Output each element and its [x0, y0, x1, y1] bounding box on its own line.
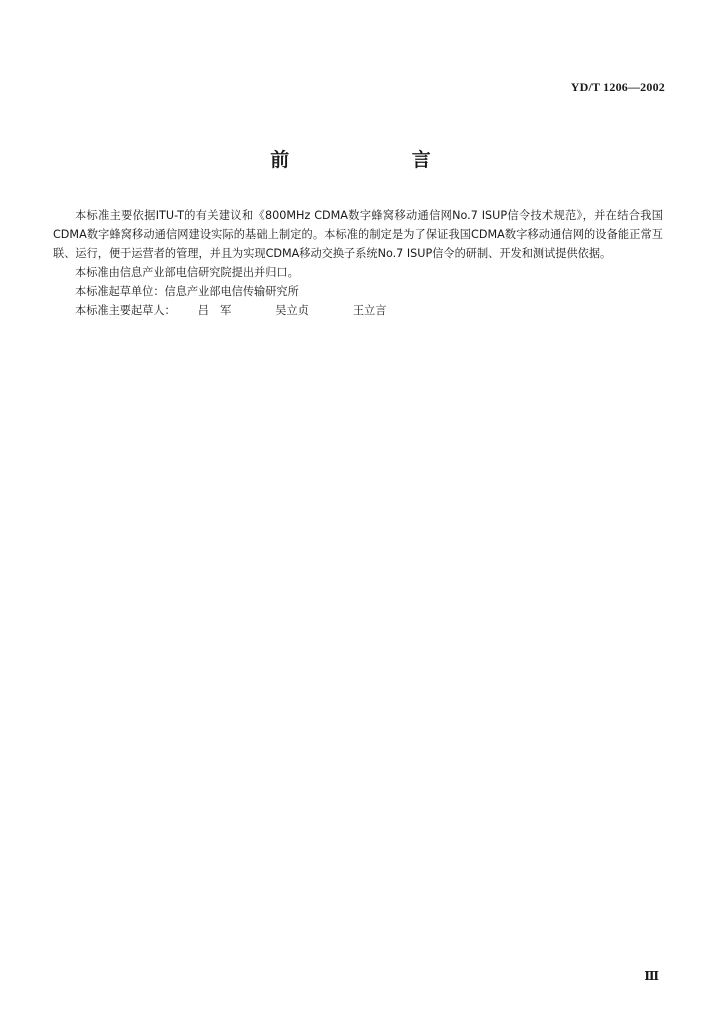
page-title: 前 言 — [270, 149, 489, 171]
page-number: Ⅲ — [644, 969, 659, 983]
foreword-body — [53, 206, 663, 320]
paragraph-drafting-unit: 本标准起草单位：信息产业部电信传输研究所 — [75, 285, 299, 298]
document-code: YD/T 1206—2002 — [570, 80, 665, 94]
drafter-name: 吴立贞 — [275, 304, 309, 317]
paragraph-proposer: 本标准由信息产业部电信研究院提出并归口。 — [75, 266, 299, 279]
drafter-name: 吕 军 — [197, 304, 232, 317]
drafter-name: 王立言 — [352, 304, 387, 317]
paragraph-basis: 本标准主要依据ITU-T的有关建议和《800MHz CDMA数字蜂窝移动通信网No.7 ISUP信令技术规范》，并在结合我国CDMA数字蜂窝移动通信网建设实际的基础上制定的。本标准的制定是为了保证我国CDMA数字移动通信网的设备能正常互联、运行，便于运营者的管理，并且为实现CDMA移动交换子系统No.7 ISUP信令的研制、开发和测试提供依据。 — [53, 209, 663, 260]
drafters-label: 本标准主要起草人： — [75, 304, 176, 317]
paragraph-drafters — [53, 301, 663, 320]
